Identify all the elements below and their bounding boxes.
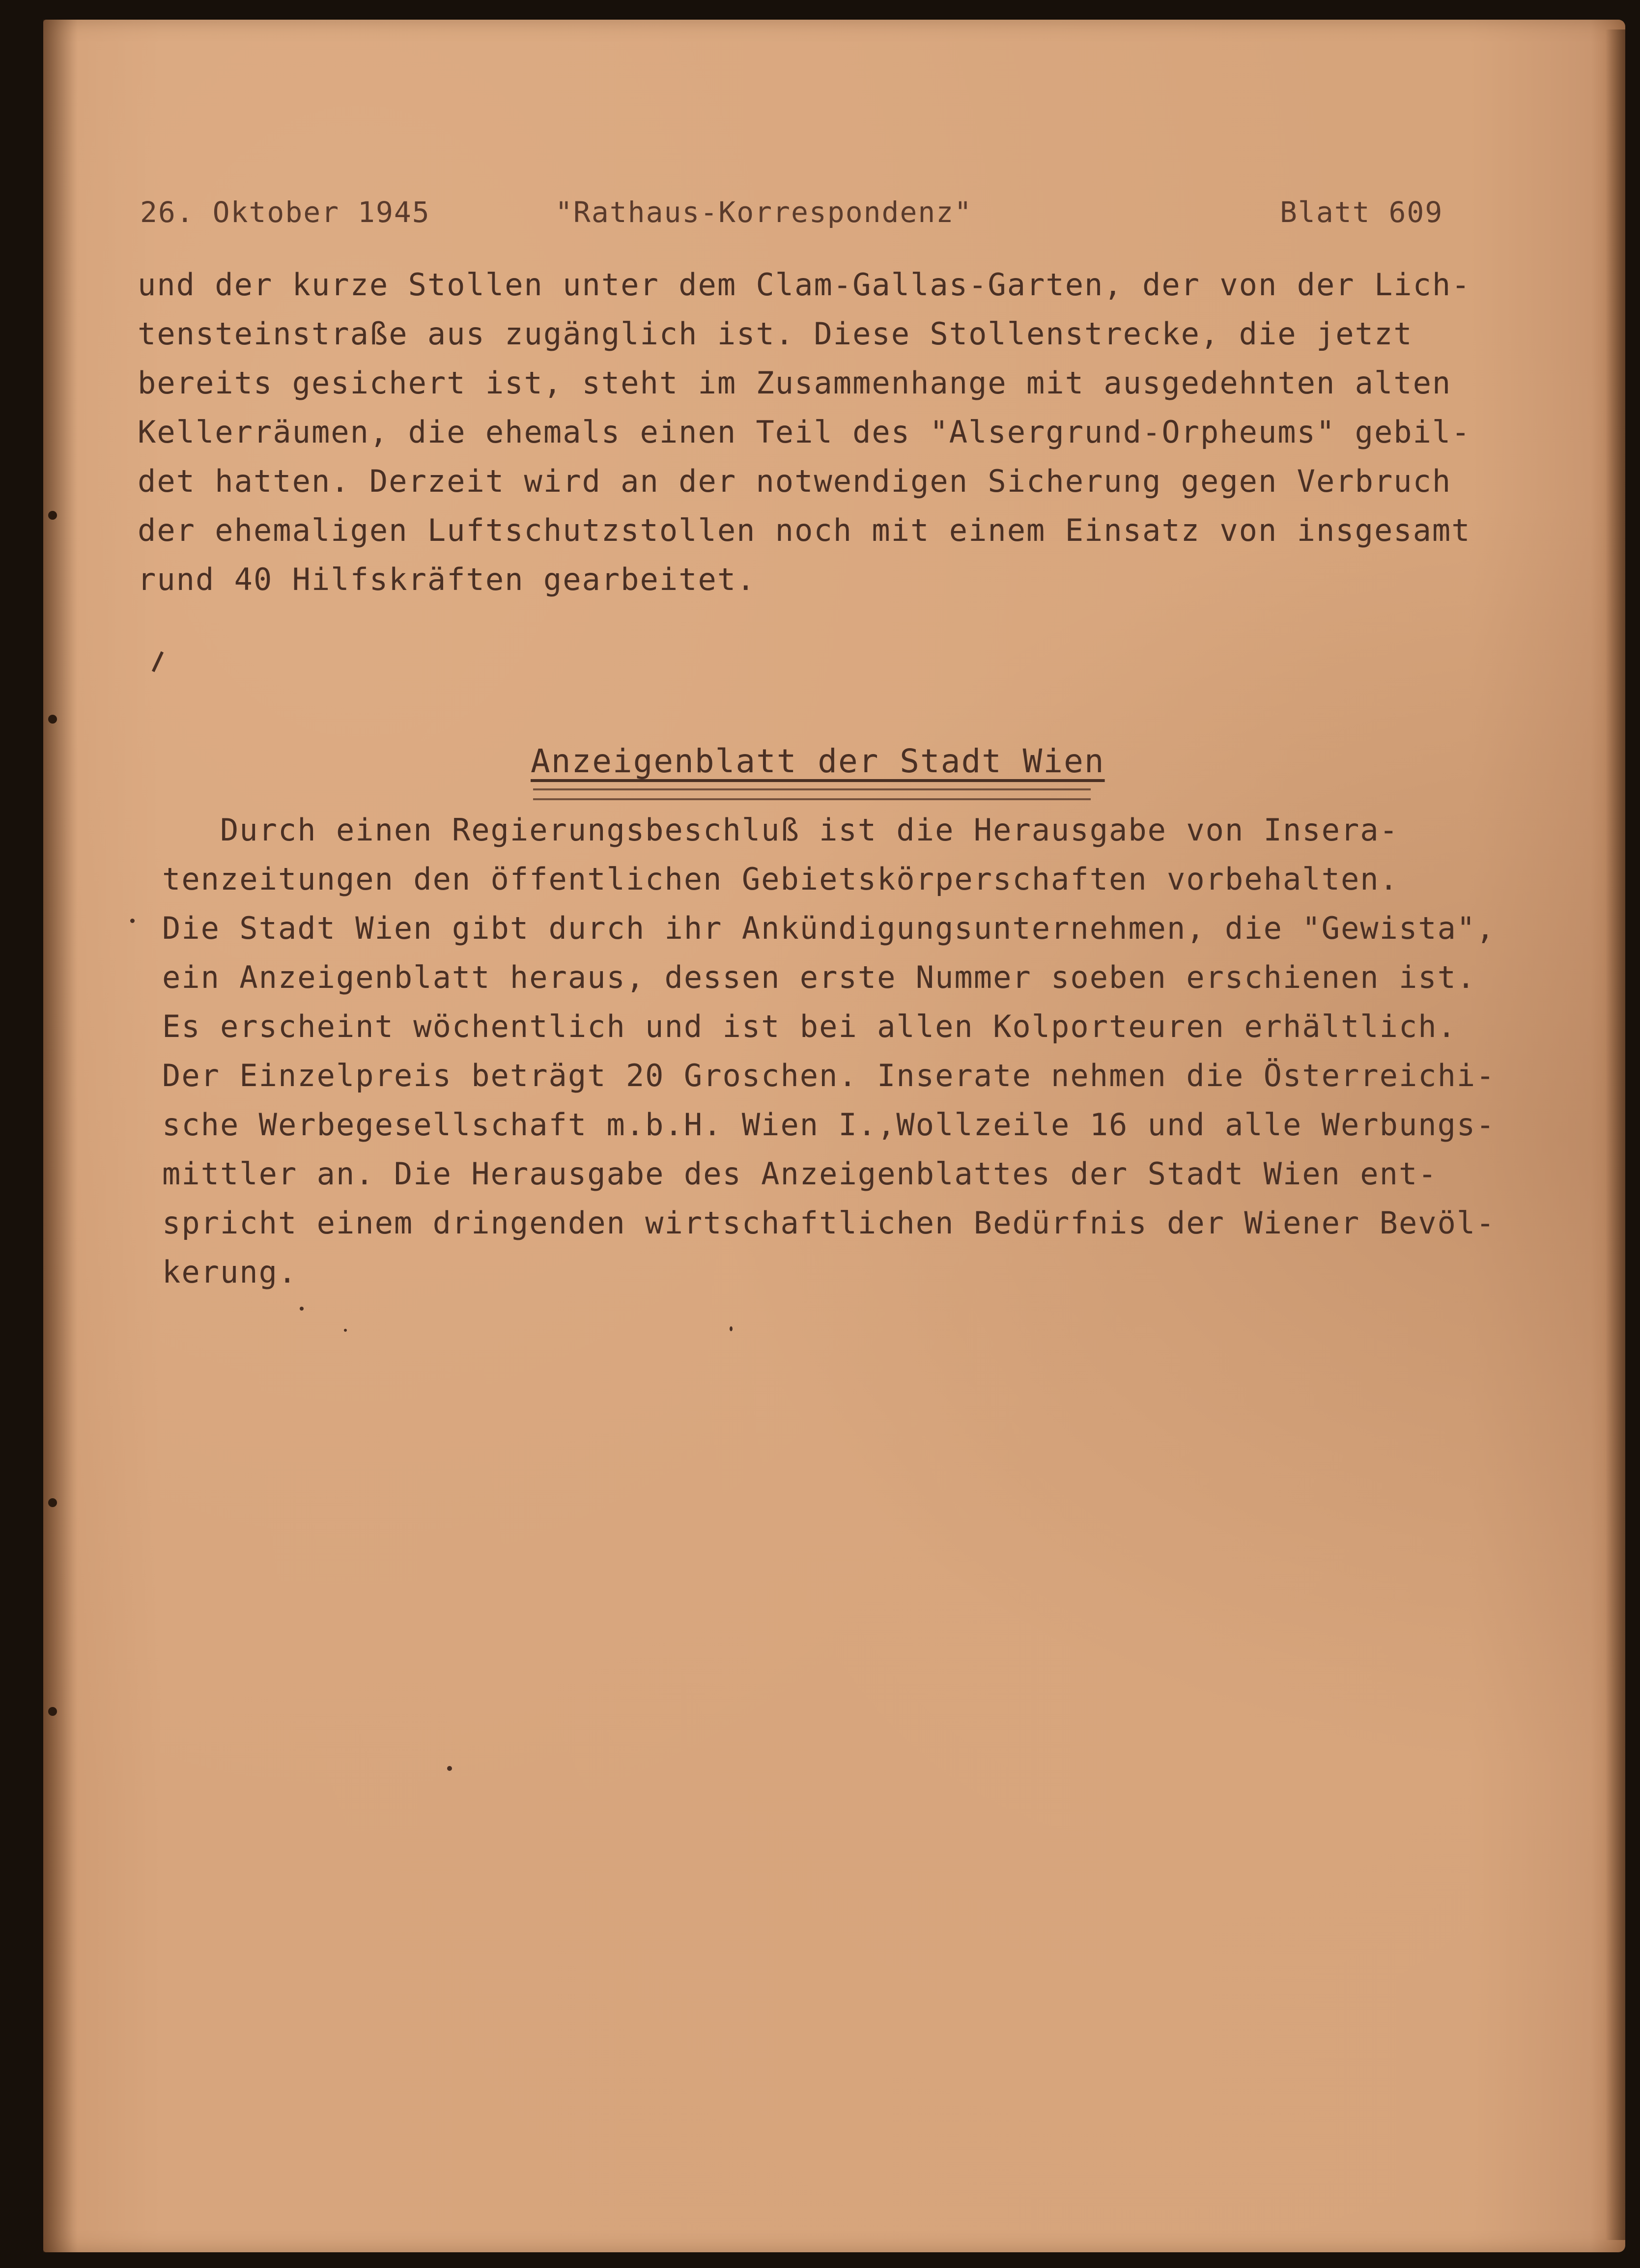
binding-gutter — [43, 20, 78, 2252]
ink-speck — [730, 1326, 733, 1331]
title-double-underline — [533, 788, 1091, 800]
ink-speck — [447, 1766, 452, 1771]
text-line: bereits gesichert ist, steht im Zusammenhange mit ausgedehnten alten — [138, 365, 1452, 401]
text-line: det hatten. Derzeit wird an der notwendigen Sicherung gegen Verbruch — [138, 463, 1452, 499]
binding-hole — [48, 715, 57, 724]
text-line: spricht einem dringenden wirtschaftlichen Bedürfnis der Wiener Bevöl- — [162, 1205, 1496, 1241]
text-line: tensteinstraße aus zugänglich ist. Diese Stollenstrecke, die jetzt — [138, 316, 1413, 352]
section-title: Anzeigenblatt der Stadt Wien — [531, 742, 1105, 780]
text-line: mittler an. Die Herausgabe des Anzeigenblattes der Stadt Wien ent- — [162, 1156, 1438, 1192]
continuation-paragraph — [138, 260, 1471, 604]
ink-speck — [344, 1329, 347, 1332]
ink-speck — [300, 1307, 304, 1311]
text-line: sche Werbegesellschaft m.b.H. Wien I.,Wollzeile 16 und alle Werbungs- — [162, 1107, 1496, 1143]
text-line: rund 40 Hilfskräften gearbeitet. — [138, 561, 756, 597]
binding-hole — [48, 1498, 57, 1507]
text-line: Die Stadt Wien gibt durch ihr Ankündigungsunternehmen, die "Gewista", — [162, 910, 1496, 946]
text-line: der ehemaligen Luftschutzstollen noch mit einem Einsatz von insgesamt — [138, 512, 1471, 548]
binding-hole — [48, 1707, 57, 1716]
header-sheet-number: Blatt 609 — [1280, 196, 1443, 229]
text-line: Es erscheint wöchentlich und ist bei allen Kolporteuren erhältlich. — [162, 1008, 1457, 1044]
ink-speck — [130, 919, 135, 923]
text-line: Kellerräumen, die ehemals einen Teil des "Alsergrund-Orpheums" gebil- — [138, 414, 1471, 450]
text-line: kerung. — [162, 1254, 298, 1290]
page-edge — [1606, 29, 1625, 2240]
text-line: Durch einen Regierungsbeschluß ist die Herausgabe von Insera- — [162, 812, 1399, 848]
text-line: und der kurze Stollen unter dem Clam-Gallas-Garten, der von der Lich- — [138, 267, 1471, 303]
binding-hole — [48, 511, 57, 520]
text-line: Der Einzelpreis beträgt 20 Groschen. Inserate nehmen die Österreichi- — [162, 1058, 1496, 1093]
text-line: ein Anzeigenblatt heraus, dessen erste Nummer soeben erschienen ist. — [162, 959, 1476, 995]
header-date: 26. Oktober 1945 — [140, 196, 430, 229]
section-paragraph — [162, 806, 1496, 1297]
header-publication: "Rathaus-Korrespondenz" — [555, 196, 973, 229]
text-line: tenzeitungen den öffentlichen Gebietskörperschaften vorbehalten. — [162, 861, 1399, 897]
